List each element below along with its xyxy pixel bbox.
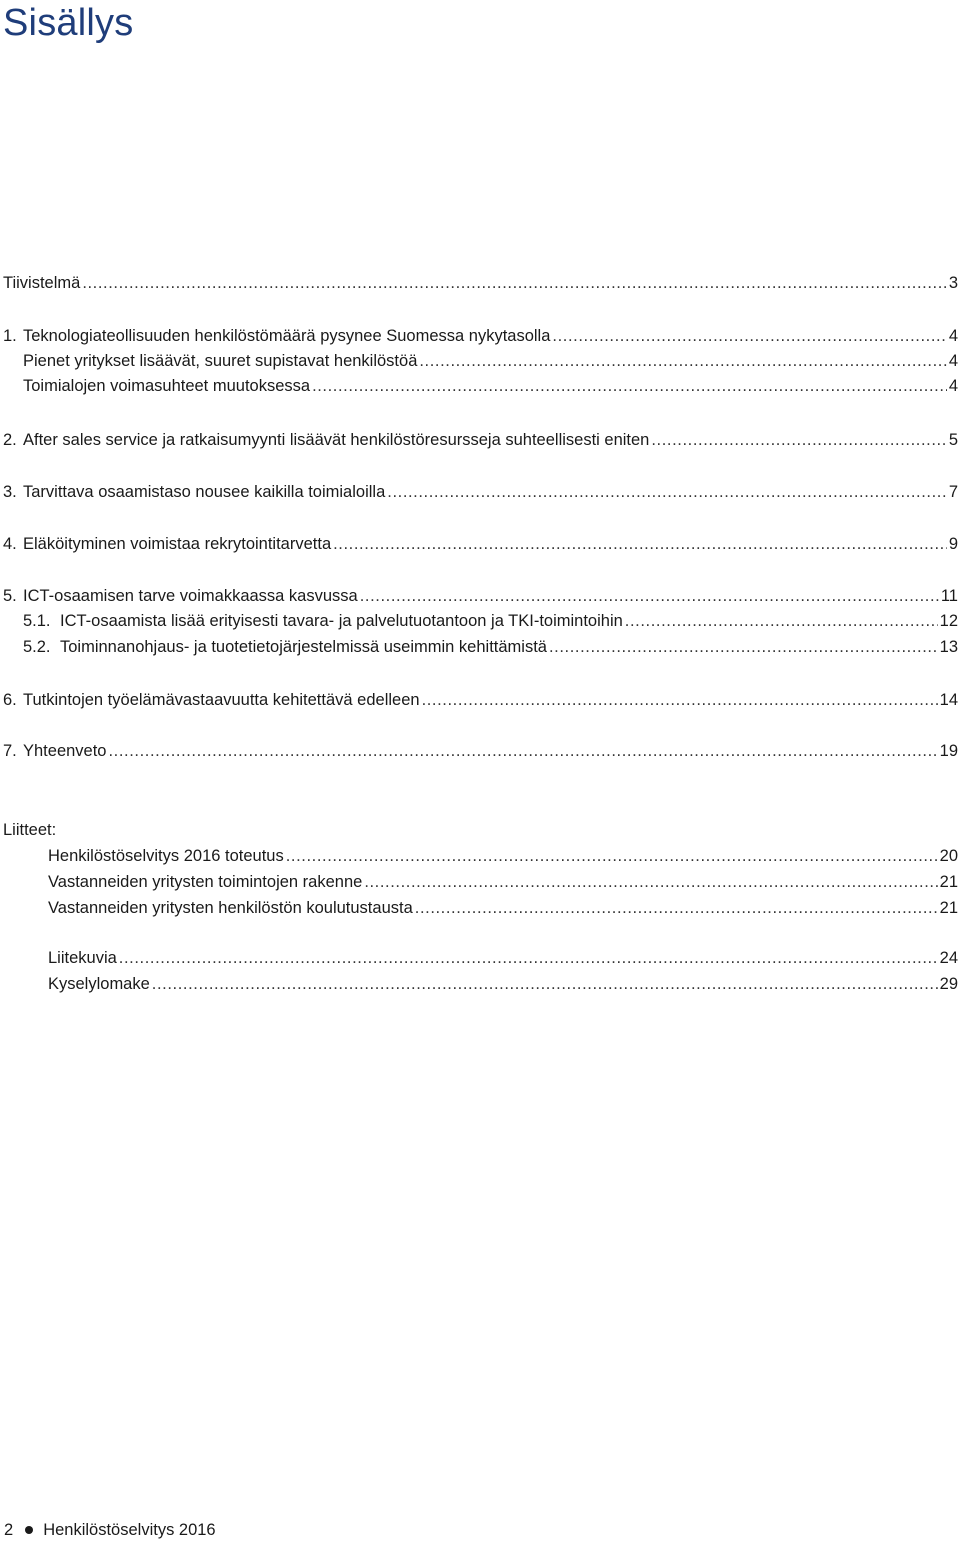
toc-entry-page: 9 (948, 535, 958, 553)
toc-entry-label: Teknologiateollisuuden henkilöstömäärä pysynee Suomessa nykytasolla (23, 327, 551, 345)
toc-entry-page: 4 (948, 377, 958, 395)
toc-appendix-item[interactable] (0, 972, 960, 996)
footer-publication-title: Henkilöstöselvitys 2016 (43, 1521, 216, 1539)
toc-entry-page: 4 (948, 327, 958, 345)
toc-dot-leader (625, 609, 938, 633)
toc-dot-leader (312, 374, 947, 398)
toc-entry-page: 21 (939, 899, 958, 917)
toc-entry-label: Toimialojen voimasuhteet muutoksessa (23, 377, 311, 395)
toc-entry-page: 13 (939, 638, 958, 656)
toc-entry-label: ICT-osaamisen tarve voimakkaassa kasvussa (23, 587, 358, 605)
toc-dot-leader (419, 349, 946, 373)
toc-entry-page: 4 (948, 352, 958, 370)
toc-entry-label: Yhteenveto (23, 742, 107, 760)
toc-dot-leader (651, 428, 946, 452)
toc-dot-leader (552, 324, 946, 348)
toc-entry-label: Tarvittava osaamistaso nousee kaikilla toimialoilla (23, 483, 386, 501)
toc-appendix-item[interactable] (0, 870, 960, 894)
toc-dot-leader (549, 635, 938, 659)
toc-entry-label: After sales service ja ratkaisumyynti lisäävät henkilöstöresursseja suhteellisesti eniten (23, 431, 650, 449)
toc-dot-leader (108, 739, 937, 763)
toc-entry-page: 19 (939, 742, 958, 760)
toc-entry-page: 7 (948, 483, 958, 501)
toc-entry-number: 2. (3, 431, 22, 449)
toc-entry-page: 20 (939, 847, 958, 865)
toc-entry-label: Toiminnanohjaus- ja tuotetietojärjestelmissä useimmin kehittämistä (60, 638, 547, 656)
toc-entry-chapter-6[interactable] (0, 688, 960, 712)
toc-entry-abstract[interactable] (0, 271, 960, 295)
toc-entry-number: 5.2. (23, 638, 56, 656)
toc-entry-number: 3. (3, 483, 22, 501)
toc-entry-page: 21 (939, 873, 958, 891)
toc-dot-leader (152, 972, 938, 996)
toc-entry-label: Tiivistelmä (3, 274, 81, 292)
page-title: Sisällys (3, 2, 134, 44)
toc-entry-label: Henkilöstöselvitys 2016 toteutus (48, 847, 284, 865)
toc-entry-chapter-1-sub-b[interactable] (0, 374, 960, 398)
toc-entry-page: 11 (940, 587, 958, 605)
toc-entry-page: 29 (939, 975, 958, 993)
toc-entry-page: 12 (939, 612, 958, 630)
toc-entry-chapter-5-1[interactable] (0, 609, 960, 633)
toc-dot-leader (119, 946, 938, 970)
toc-entry-label: Liitekuvia (48, 949, 117, 967)
toc-dot-leader (415, 896, 938, 920)
toc-entry-number: 5.1. (23, 612, 56, 630)
toc-entry-label: Vastanneiden yritysten toimintojen rakenne (48, 873, 363, 891)
toc-entry-chapter-5[interactable] (0, 584, 960, 608)
toc-entry-chapter-7[interactable] (0, 739, 960, 763)
toc-entry-label: Vastanneiden yritysten henkilöstön koulutustausta (48, 899, 413, 917)
toc-entry-label: Kyselylomake (48, 975, 150, 993)
toc-entry-chapter-1-sub-a[interactable] (0, 349, 960, 373)
toc-dot-leader (333, 532, 947, 556)
toc-dot-leader (360, 584, 939, 608)
toc-appendix-item[interactable] (0, 896, 960, 920)
toc-dot-leader (422, 688, 938, 712)
toc-entry-page: 14 (939, 691, 958, 709)
toc-dot-leader (82, 271, 947, 295)
toc-entry-number: 1. (3, 327, 22, 345)
toc-entry-number: 7. (3, 742, 22, 760)
appendix-heading: Liitteet: (3, 821, 57, 839)
toc-entry-number: 5. (3, 587, 22, 605)
toc-entry-label: Pienet yritykset lisäävät, suuret supistavat henkilöstöä (23, 352, 418, 370)
toc-entry-chapter-1[interactable] (0, 324, 960, 348)
toc-entry-label: ICT-osaamista lisää erityisesti tavara- ja palvelutuotantoon ja TKI-toimintoihin (60, 612, 623, 630)
toc-entry-page: 24 (939, 949, 958, 967)
toc-entry-chapter-3[interactable] (0, 480, 960, 504)
toc-entry-page: 5 (948, 431, 958, 449)
toc-entry-label: Eläköityminen voimistaa rekrytointitarvetta (23, 535, 332, 553)
toc-entry-label: Tutkintojen työelämävastaavuutta kehitettävä edelleen (23, 691, 420, 709)
toc-entry-number: 4. (3, 535, 22, 553)
toc-dot-leader (286, 844, 938, 868)
bullet-icon (25, 1526, 33, 1534)
toc-dot-leader (364, 870, 937, 894)
toc-dot-leader (387, 480, 947, 504)
toc-entry-chapter-2[interactable] (0, 428, 960, 452)
toc-entry-number: 6. (3, 691, 22, 709)
toc-entry-chapter-4[interactable] (0, 532, 960, 556)
toc-entry-page: 3 (948, 274, 958, 292)
toc-appendix-item[interactable] (0, 844, 960, 868)
page-footer (4, 1519, 216, 1541)
toc-entry-chapter-5-2[interactable] (0, 635, 960, 659)
footer-page-number: 2 (4, 1521, 14, 1539)
toc-appendix-item[interactable] (0, 946, 960, 970)
